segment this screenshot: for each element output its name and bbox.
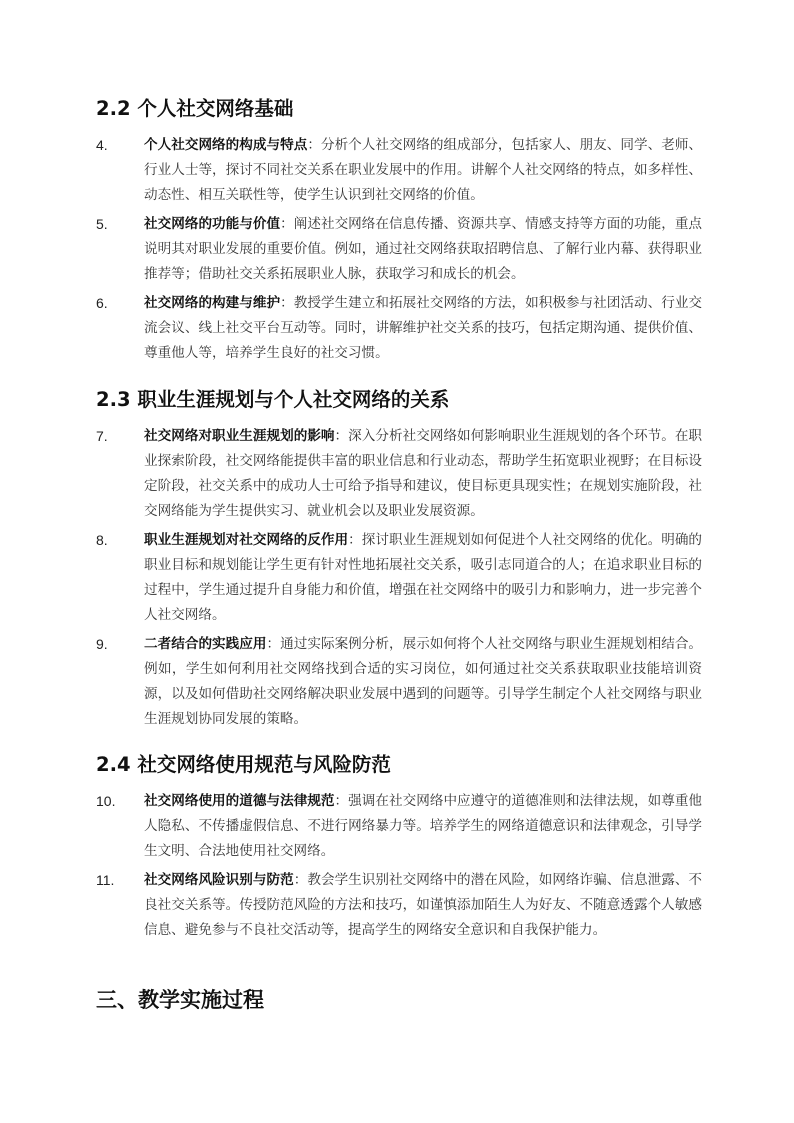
item-term: 二者结合的实践应用 (144, 636, 267, 652)
section-heading-3: 三、教学实施过程 (96, 988, 264, 1012)
item-number: 8. (96, 532, 108, 548)
item-number: 6. (96, 295, 108, 311)
item-text (144, 632, 702, 732)
list-item (96, 789, 702, 864)
item-description: 探讨职业生涯规划如何促进个人社交网络的优化。明确的职业目标和规划能让学生更有针对性地拓展社交关系，吸引志同道合的人；在追求职业目标的过程中，学生通过提升自身能力和价值，增强在社交网络中的吸引力和影响力，进一步完善个人社交网络。 (144, 532, 703, 623)
item-separator: ： (334, 793, 349, 809)
item-text (144, 133, 702, 208)
item-separator: ： (348, 532, 362, 548)
item-text (144, 528, 702, 628)
item-number: 10. (96, 793, 116, 809)
item-separator: ： (334, 428, 349, 444)
item-term: 社交网络对职业生涯规划的影响 (144, 428, 335, 444)
item-number: 5. (96, 216, 108, 232)
item-number: 9. (96, 636, 108, 652)
item-description: 教会学生识别社交网络中的潜在风险，如网络诈骗、信息泄露、不良社交关系等。传授防范风险的方法和技巧，如谨慎添加陌生人为好友、不随意透露个人敏感信息、避免参与不良社交活动等，提高学生的网络安全意识和自我保护能力。 (144, 872, 703, 938)
item-term: 社交网络的构建与维护 (144, 295, 281, 311)
list-item (96, 632, 702, 732)
item-number: 11. (96, 872, 115, 888)
item-term: 社交网络使用的道德与法律规范 (144, 793, 335, 809)
item-separator: ： (307, 137, 321, 153)
list-item (96, 291, 702, 366)
item-number: 4. (96, 137, 108, 153)
list-item (96, 424, 702, 524)
item-text (144, 424, 702, 524)
item-term: 个人社交网络的构成与特点 (144, 137, 308, 153)
item-term: 职业生涯规划对社交网络的反作用 (144, 532, 349, 548)
item-description: 教授学生建立和拓展社交网络的方法，如积极参与社团活动、行业交流会议、线上社交平台互动等。同时，讲解维护社交关系的技巧，包括定期沟通、提供价值、尊重他人等，培养学生良好的社交习惯。 (144, 295, 703, 361)
list-item (96, 133, 702, 208)
section-heading-2-3: 2.3 职业生涯规划与个人社交网络的关系 (96, 388, 450, 411)
item-separator: ： (266, 636, 281, 652)
item-description: 阐述社交网络在信息传播、资源共享、情感支持等方面的功能，重点说明其对职业发展的重要价值。例如，通过社交网络获取招聘信息、了解行业内幕、获得职业推荐等；借助社交关系拓展职业人脉，获取学习和成长的机会。 (144, 216, 703, 282)
item-term: 社交网络风险识别与防范 (144, 872, 294, 888)
item-text (144, 868, 702, 943)
item-separator: ： (280, 295, 294, 311)
item-description: 通过实际案例分析，展示如何将个人社交网络与职业生涯规划相结合。例如，学生如何利用社交网络找到合适的实习岗位，如何通过社交关系获取职业技能培训资源，以及如何借助社交网络解决职业发展中遇到的问题等。引导学生制定个人社交网络与职业生涯规划协同发展的策略。 (144, 636, 703, 727)
section-heading-2-2: 2.2 个人社交网络基础 (96, 97, 294, 120)
item-number: 7. (96, 428, 108, 444)
section-heading-2-4: 2.4 社交网络使用规范与风险防范 (96, 753, 391, 776)
item-text (144, 291, 702, 366)
item-text (144, 212, 702, 287)
item-separator: ： (280, 216, 294, 232)
item-description: 深入分析社交网络如何影响职业生涯规划的各个环节。在职业探索阶段，社交网络能提供丰富的职业信息和行业动态，帮助学生拓宽职业视野；在目标设定阶段，社交关系中的成功人士可给予指导和建议，使目标更具现实性；在规划实施阶段，社交网络能为学生提供实习、就业机会以及职业发展资源。 (144, 428, 703, 519)
list-item (96, 868, 702, 943)
item-term: 社交网络的功能与价值 (144, 216, 281, 232)
item-description: 分析个人社交网络的组成部分，包括家人、朋友、同学、老师、行业人士等，探讨不同社交关系在职业发展中的作用。讲解个人社交网络的特点，如多样性、动态性、相互关联性等，使学生认识到社交网络的价值。 (144, 137, 703, 203)
item-separator: ： (293, 872, 308, 888)
list-item (96, 528, 702, 628)
item-text (144, 789, 702, 864)
item-description: 强调在社交网络中应遵守的道德准则和法律法规，如尊重他人隐私、不传播虚假信息、不进行网络暴力等。培养学生的网络道德意识和法律观念，引导学生文明、合法地使用社交网络。 (144, 793, 703, 859)
list-item (96, 212, 702, 287)
